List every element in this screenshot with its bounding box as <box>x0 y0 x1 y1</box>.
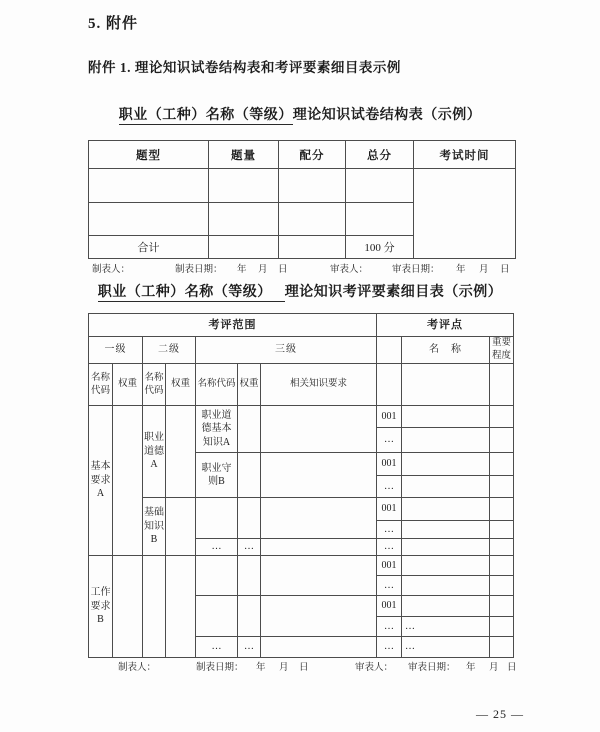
empty-cell <box>279 236 346 259</box>
empty-cell <box>377 364 402 406</box>
importance-cell <box>490 476 514 498</box>
empty-cell <box>346 169 414 203</box>
empty-cell <box>377 337 402 364</box>
review-date-label: 审表日期： <box>408 663 456 673</box>
header-level1: 一级 <box>89 337 143 364</box>
table1-title-underlined: 职业（工种）名称（等级） <box>118 108 293 123</box>
name-cell <box>402 476 490 498</box>
make-date-label: 制表日期： <box>196 663 244 673</box>
knowledge-req-cell <box>261 556 377 596</box>
importance-cell <box>490 521 514 539</box>
code-cell: 001 <box>377 596 402 617</box>
importance-cell <box>490 406 514 428</box>
reviewer-label: 审表人： <box>355 663 394 673</box>
col-header-exam-time: 考试时间 <box>414 141 516 169</box>
header-weight-l3: 权重 <box>238 364 261 406</box>
attachment-heading: 附件 1. 理论知识试卷结构表和考评要素细目表示例 <box>88 60 401 75</box>
name-cell <box>402 453 490 476</box>
month-label: 月 <box>489 663 499 673</box>
name-cell <box>402 539 490 556</box>
importance-cell <box>490 576 514 596</box>
name-cell <box>402 428 490 453</box>
empty-cell <box>238 406 261 453</box>
empty-cell <box>209 236 279 259</box>
header-weight-l1: 权重 <box>113 364 143 406</box>
header-level3: 三级 <box>196 337 377 364</box>
col-header-total-score: 总分 <box>346 141 414 169</box>
name-cell: … <box>402 617 490 637</box>
year-label: 年 <box>456 265 466 275</box>
empty-cell <box>89 169 209 203</box>
empty-cell <box>209 169 279 203</box>
day-label: 日 <box>500 265 510 275</box>
code-cell: … <box>377 576 402 596</box>
level2-cell-prof-ethics: 职业道德A <box>143 406 166 498</box>
code-cell: … <box>377 617 402 637</box>
level3-cell: … <box>196 637 238 658</box>
header-importance: 重要程度 <box>490 337 514 364</box>
code-cell: 001 <box>377 498 402 521</box>
col-header-question-type: 题型 <box>89 141 209 169</box>
empty-cell <box>238 498 261 539</box>
empty-cell <box>113 406 143 556</box>
code-cell: … <box>377 637 402 658</box>
table1-footer <box>0 261 600 275</box>
name-cell <box>402 498 490 521</box>
empty-cell <box>238 556 261 596</box>
empty-cell <box>209 203 279 236</box>
empty-cell <box>279 203 346 236</box>
year-label: 年 <box>256 663 266 673</box>
header-name-code-l3: 名称代码 <box>196 364 238 406</box>
exam-paper-structure-table <box>88 140 516 259</box>
importance-cell <box>490 617 514 637</box>
reviewer-label: 审表人： <box>330 265 369 275</box>
empty-cell <box>490 364 514 406</box>
day-label: 日 <box>299 663 309 673</box>
empty-cell <box>166 406 196 498</box>
empty-cell <box>238 596 261 637</box>
header-assessment-point: 考评点 <box>377 314 514 337</box>
name-cell <box>402 556 490 576</box>
empty-cell <box>113 556 143 658</box>
day-label: 日 <box>278 265 288 275</box>
importance-cell <box>490 428 514 453</box>
name-cell <box>402 406 490 428</box>
importance-cell <box>490 539 514 556</box>
page-number: — 25 — <box>476 707 524 721</box>
level2-cell <box>143 556 166 658</box>
weight-cell: … <box>238 539 261 556</box>
header-knowledge-req: 相关知识要求 <box>261 364 377 406</box>
exam-time-cell <box>414 169 516 259</box>
header-weight-l2: 权重 <box>166 364 196 406</box>
month-label: 月 <box>279 663 289 673</box>
month-label: 月 <box>479 265 489 275</box>
importance-cell <box>490 637 514 658</box>
name-cell: … <box>402 637 490 658</box>
maker-label: 制表人： <box>118 663 157 673</box>
name-cell <box>402 521 490 539</box>
name-cell <box>402 596 490 617</box>
section-heading: 5. 附件 <box>88 16 139 32</box>
header-name-code-l1: 名称代码 <box>89 364 113 406</box>
make-date-label: 制表日期： <box>175 265 223 275</box>
table2-footer <box>0 659 600 673</box>
year-label: 年 <box>237 265 247 275</box>
importance-cell <box>490 556 514 576</box>
level3-cell <box>196 498 238 539</box>
code-cell: 001 <box>377 406 402 428</box>
empty-cell <box>402 364 490 406</box>
code-cell: … <box>377 539 402 556</box>
maker-label: 制表人： <box>92 265 131 275</box>
month-label: 月 <box>258 265 268 275</box>
knowledge-req-cell <box>261 453 377 498</box>
level1-cell-work-req: 工作要求B <box>89 556 113 658</box>
empty-cell <box>166 556 196 658</box>
code-cell: … <box>377 428 402 453</box>
empty-cell <box>238 453 261 498</box>
knowledge-req-cell <box>261 596 377 637</box>
empty-cell <box>346 203 414 236</box>
empty-cell <box>89 203 209 236</box>
knowledge-req-cell <box>261 406 377 453</box>
col-header-question-count: 题量 <box>209 141 279 169</box>
code-cell: … <box>377 521 402 539</box>
col-header-points: 配分 <box>279 141 346 169</box>
level3-cell-ethics-basic: 职业道德基本知识A <box>196 406 238 453</box>
header-name: 名 称 <box>402 337 490 364</box>
code-cell: 001 <box>377 556 402 576</box>
empty-cell <box>279 169 346 203</box>
knowledge-req-cell <box>261 637 377 658</box>
total-score-cell: 100 分 <box>346 236 414 259</box>
year-label: 年 <box>466 663 476 673</box>
level2-cell-basic-knowledge: 基础知识B <box>143 498 166 556</box>
total-label-cell: 合计 <box>89 236 209 259</box>
table2-title-rest: 理论知识考评要素细目表（示例） <box>284 285 503 300</box>
day-label: 日 <box>507 663 517 673</box>
table1-title-rest: 理论知识试卷结构表（示例） <box>292 108 482 123</box>
header-assessment-scope: 考评范围 <box>89 314 377 337</box>
table2-title-underlined: 职业（工种）名称（等级） <box>98 285 285 302</box>
knowledge-req-cell <box>261 498 377 539</box>
importance-cell <box>490 498 514 521</box>
review-date-label: 审表日期： <box>392 265 440 275</box>
header-level2: 二级 <box>143 337 196 364</box>
weight-cell: … <box>238 637 261 658</box>
level3-cell <box>196 556 238 596</box>
knowledge-req-cell <box>261 539 377 556</box>
table2-title <box>0 281 600 301</box>
table1-title <box>0 104 600 124</box>
level1-cell-basic-req: 基本要求A <box>89 406 113 556</box>
empty-cell <box>166 498 196 556</box>
importance-cell <box>490 596 514 617</box>
header-name-code-l2: 名称代码 <box>143 364 166 406</box>
assessment-elements-table <box>88 313 514 658</box>
level3-cell: … <box>196 539 238 556</box>
level3-cell-prof-rules: 职业守则B <box>196 453 238 498</box>
importance-cell <box>490 453 514 476</box>
level3-cell <box>196 596 238 637</box>
name-cell <box>402 576 490 596</box>
code-cell: 001 <box>377 453 402 476</box>
code-cell: … <box>377 476 402 498</box>
